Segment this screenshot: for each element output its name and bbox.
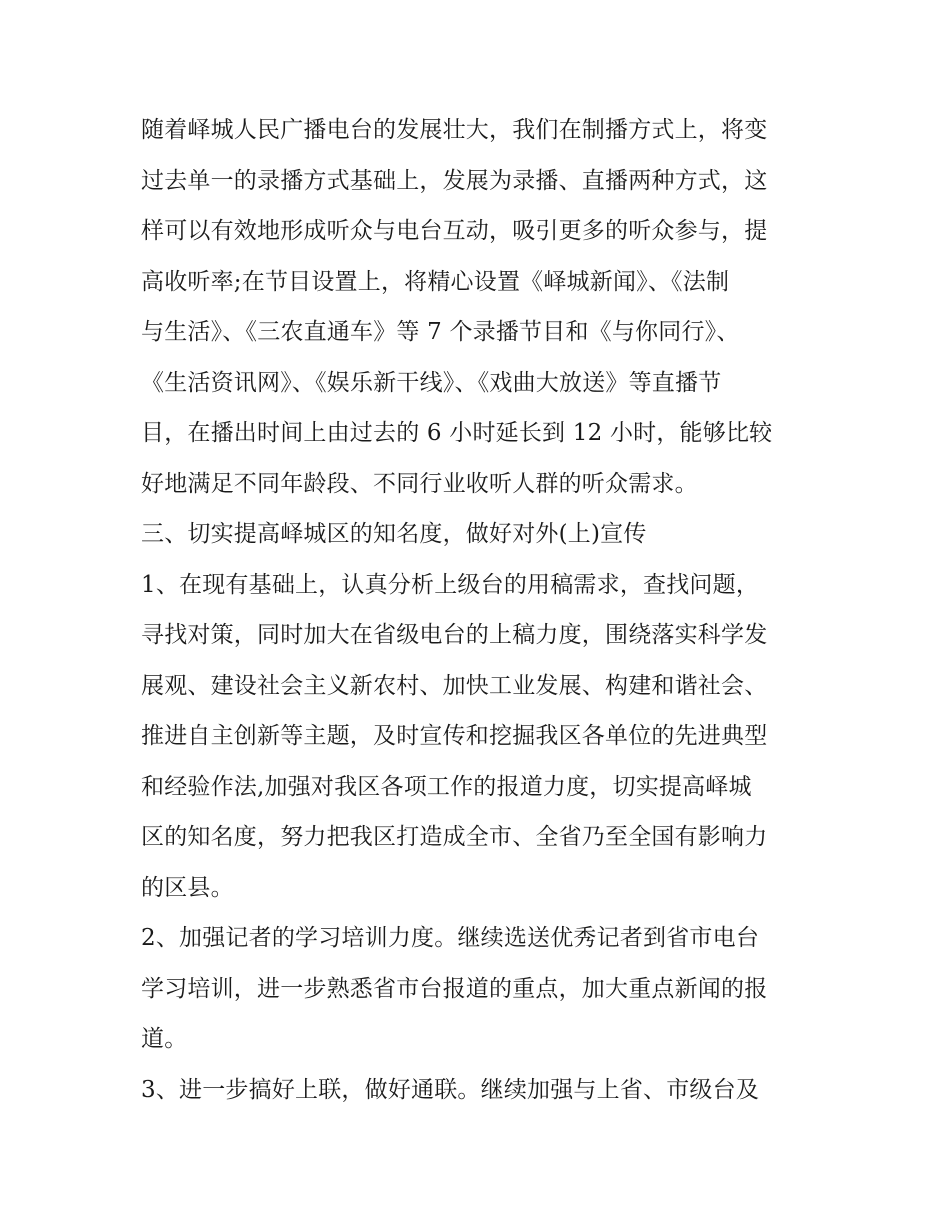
text-line: 2、加强记者的学习培训力度。继续选送优秀记者到省市电台: [141, 925, 760, 951]
text-line: 学习培训，进一步熟悉省市台报道的重点，加大重点新闻的报: [141, 975, 768, 1002]
text-line: 寻找对策，同时加大在省级电台的上稿力度，围绕落实科学发: [141, 622, 768, 648]
text-line: 高收听率;在节目设置上，将精心设置《峄城新闻》、《法制: [141, 268, 730, 295]
text-line: 道。: [141, 1026, 188, 1052]
text-line: 《生活资讯网》、《娱乐新干线》、《戏曲大放送》等直播节: [141, 369, 722, 396]
text-line: 好地满足不同年龄段、不同行业收听人群的听众需求。: [141, 470, 698, 497]
text-line: 区的知名度，努力把我区打造成全市、全省乃至全国有影响力: [141, 824, 768, 850]
text-line: 3、进一步搞好上联，做好通联。继续加强与上省、市级台及: [141, 1076, 760, 1103]
section-heading: 三、切实提高峄城区的知名度，做好对外(上)宣传: [141, 521, 647, 547]
text-line: 推进自主创新等主题，及时宣传和挖掘我区各单位的先进典型: [141, 723, 768, 749]
document-body: [141, 105, 831, 1115]
text-line: 1、在现有基础上，认真分析上级台的用稿需求，查找问题，: [141, 571, 760, 598]
text-line: 的区县。: [141, 874, 234, 901]
text-line: 和经验作法,加强对我区各项工作的报道力度，切实提高峄城: [141, 773, 752, 800]
text-line: 展观、建设社会主义新农村、加快工业发展、构建和谐社会、: [141, 672, 768, 699]
text-line: 样可以有效地形成听众与电台互动，吸引更多的听众参与，提: [141, 218, 768, 244]
text-line: 随着峄城人民广播电台的发展壮大，我们在制播方式上，将变: [141, 117, 768, 143]
text-line: 目，在播出时间上由过去的 6 小时延长到 12 小时，能够比较: [141, 420, 773, 446]
text-line: 与生活》、《三农直通车》等 7 个录播节目和《与你同行》、: [141, 319, 740, 345]
text-line: 过去单一的录播方式基础上，发展为录播、直播两种方式，这: [141, 167, 768, 194]
